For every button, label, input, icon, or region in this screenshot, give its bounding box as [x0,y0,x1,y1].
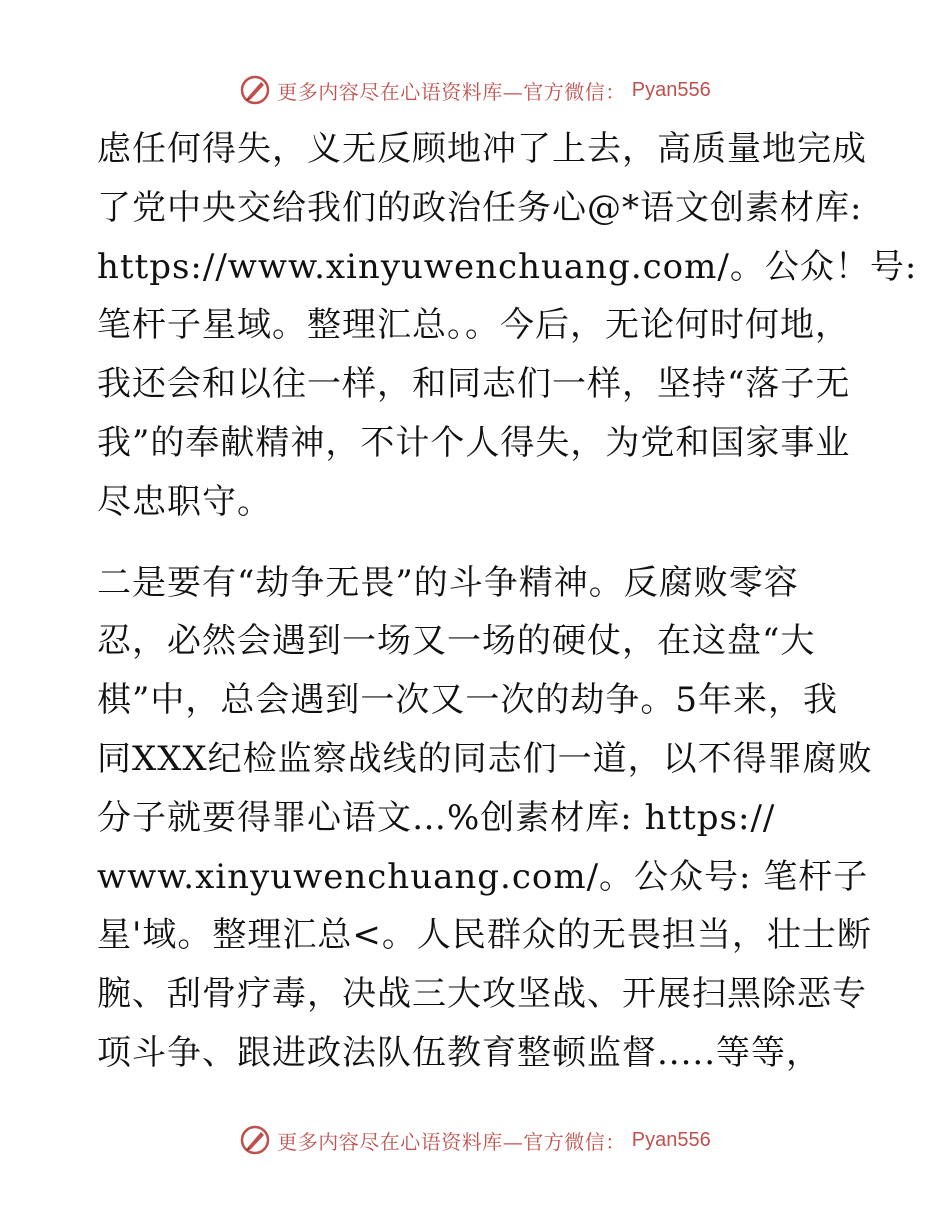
footer-watermark-banner [0,1120,950,1160]
text-line: 棋”中，总会遇到一次又一次的劫争。5年来，我 [97,680,839,721]
banner-text: 更多内容尽在心语资料库—官方微信： [277,1129,626,1154]
text-line: 腕、刮骨疗毒，决战三大攻坚战、开展扫黑除恶专 [97,974,867,1015]
paragraph-1 [97,120,918,532]
header-watermark-banner [0,70,950,110]
text-line: 我”的奉献精神，不计个人得失，为党和国家事业 [97,422,851,463]
text-line: 我还会和以往一样，和同志们一样，坚持“落子无 [97,364,851,405]
text-line: www.xinyuwenchuang.com/。公众号: 笔杆子 [97,856,869,897]
text-line: 分子就要得罪心语文…%创素材库: https:// [97,797,776,838]
paragraph-2 [97,554,873,1083]
banner-text: 更多内容尽在心语资料库—官方微信： [277,79,626,104]
text-line: 同XXX纪检监察战线的同志们一道，以不得罪腐败 [97,738,873,779]
text-line: 项斗争、跟进政法队伍教育整顿监督.....等等， [97,1032,822,1073]
banner-wechat-id: Pyan556 [631,78,711,101]
text-line: 忍，必然会遇到一场又一场的硬仗，在这盘“大 [97,621,816,662]
text-line: 笔杆子星域。整理汇总。。今后，无论何时何地， [97,305,850,346]
paragraph-spacer [97,532,857,554]
text-line: 星'域。整理汇总<。人民群众的无畏担当，壮士断 [97,915,872,956]
text-line: 虑任何得失，义无反顾地冲了上去，高质量地完成 [97,129,867,169]
text-line: 尽忠职守。 [97,481,272,522]
pen-logo-icon [239,74,271,106]
banner-wechat-id: Pyan556 [631,1128,711,1151]
text-line: 二是要有“劫争无畏”的斗争精神。反腐败零容 [97,562,799,603]
document-body [97,120,918,1083]
text-line: https://www.xinyuwenchuang.com/。公众！号: [97,246,918,287]
pen-logo-icon [239,1124,271,1156]
text-line: 了党中央交给我们的政治任务心@*语文创素材库: [97,187,863,228]
